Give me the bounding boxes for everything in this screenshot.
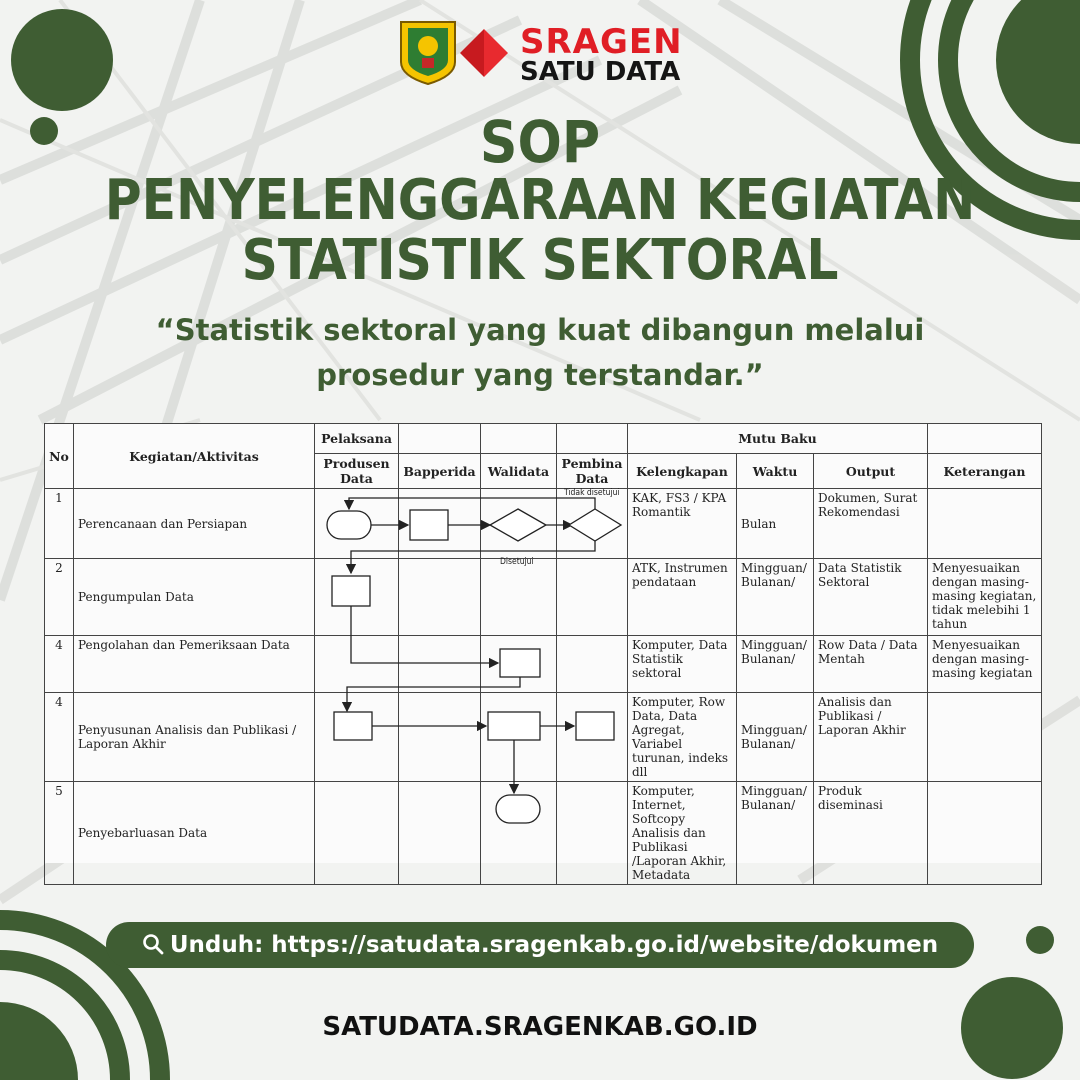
sragen-crest-icon [401,22,455,84]
row-completeness: Komputer, Data Statistik sektoral [628,636,737,693]
row-notes [928,489,1042,559]
row-activity: Penyusunan Analisis dan Publikasi / Laporan Akhir [74,693,315,782]
row-completeness: ATK, Instrumen pendataan [628,559,737,636]
header-empty-3 [557,424,628,454]
row-no: 5 [45,782,74,885]
header-producer: Produsen Data [315,454,399,489]
search-icon [142,933,164,955]
header-activity: Kegiatan/Aktivitas [74,424,315,489]
sop-table [44,423,1042,885]
download-link-text[interactable]: Unduh: https://satudata.sragenkab.go.id/website/dokumen [169,932,939,958]
brand-logos [398,20,516,86]
row-output: Analisis dan Publikasi / Laporan Akhir [814,693,928,782]
table-row [45,693,1042,782]
row-no: 4 [45,693,74,782]
row-no: 2 [45,559,74,636]
brand-subtitle: SATU DATA [520,57,681,87]
header-completeness: Kelengkapan [628,454,737,489]
row-activity: Penyebarluasan Data [74,782,315,885]
row-output: Produk diseminasi [814,782,928,885]
flow-label-rejected: Tidak disetujui [564,488,620,498]
quote-line1: “Statistik sektoral yang kuat dibangun melalui [155,313,925,347]
row-time: Mingguan/ Bulanan/ [737,559,814,636]
row-notes [928,782,1042,885]
header-notes: Keterangan [928,454,1042,489]
header-quality: Mutu Baku [628,424,928,454]
sop-flowchart-table [44,423,1041,882]
header-no: No [45,424,74,489]
header-empty-4 [928,424,1042,454]
header-walidata: Walidata [481,454,557,489]
row-notes: Menyesuaikan dengan masing-masing kegiatan [928,636,1042,693]
table-row [45,559,1042,636]
row-no: 1 [45,489,74,559]
header-empty-1 [399,424,481,454]
header-output: Output [814,454,928,489]
page-title-sop: SOP [479,108,601,176]
header-time: Waktu [737,454,814,489]
header-executor: Pelaksana [315,424,399,454]
row-time: Mingguan/ Bulanan/ [737,782,814,885]
header-bapperida: Bapperida [399,454,481,489]
row-notes: Menyesuaikan dengan masing-masing kegiatan, tidak melebihi 1 tahun [928,559,1042,636]
row-activity: Perencanaan dan Persiapan [74,489,315,559]
row-no: 4 [45,636,74,693]
download-link-pill[interactable] [106,922,974,968]
header-pembina: Pembina Data [557,454,628,489]
table-row [45,489,1042,559]
flow-label-approved: Disetujui [500,557,534,567]
page-title-line2: PENYELENGGARAAN KEGIATAN [104,168,976,233]
footer-website[interactable]: SATUDATA.SRAGENKAB.GO.ID [322,1012,758,1042]
quote-line2: prosedur yang terstandar.” [316,358,764,392]
brand-name: SRAGEN [520,22,683,62]
row-time: Mingguan/ Bulanan/ [737,636,814,693]
table-row [45,782,1042,885]
row-time: Bulan [737,489,814,559]
row-activity: Pengolahan dan Pemeriksaan Data [74,636,315,693]
row-activity: Pengumpulan Data [74,559,315,636]
table-row [45,636,1042,693]
row-output: Row Data / Data Mentah [814,636,928,693]
row-completeness: Komputer, Row Data, Data Agregat, Variabel turunan, indeks dll [628,693,737,782]
row-output: Dokumen, Surat Rekomendasi [814,489,928,559]
header-empty-2 [481,424,557,454]
row-time: Mingguan/ Bulanan/ [737,693,814,782]
row-completeness: KAK, FS3 / KPA Romantik [628,489,737,559]
row-completeness: Komputer, Internet, Softcopy Analisis dan Publikasi /Laporan Akhir, Metadata [628,782,737,885]
row-output: Data Statistik Sektoral [814,559,928,636]
page-title-line3: STATISTIK SEKTORAL [241,228,839,293]
satu-data-diamond-logo [460,29,508,77]
row-notes [928,693,1042,782]
